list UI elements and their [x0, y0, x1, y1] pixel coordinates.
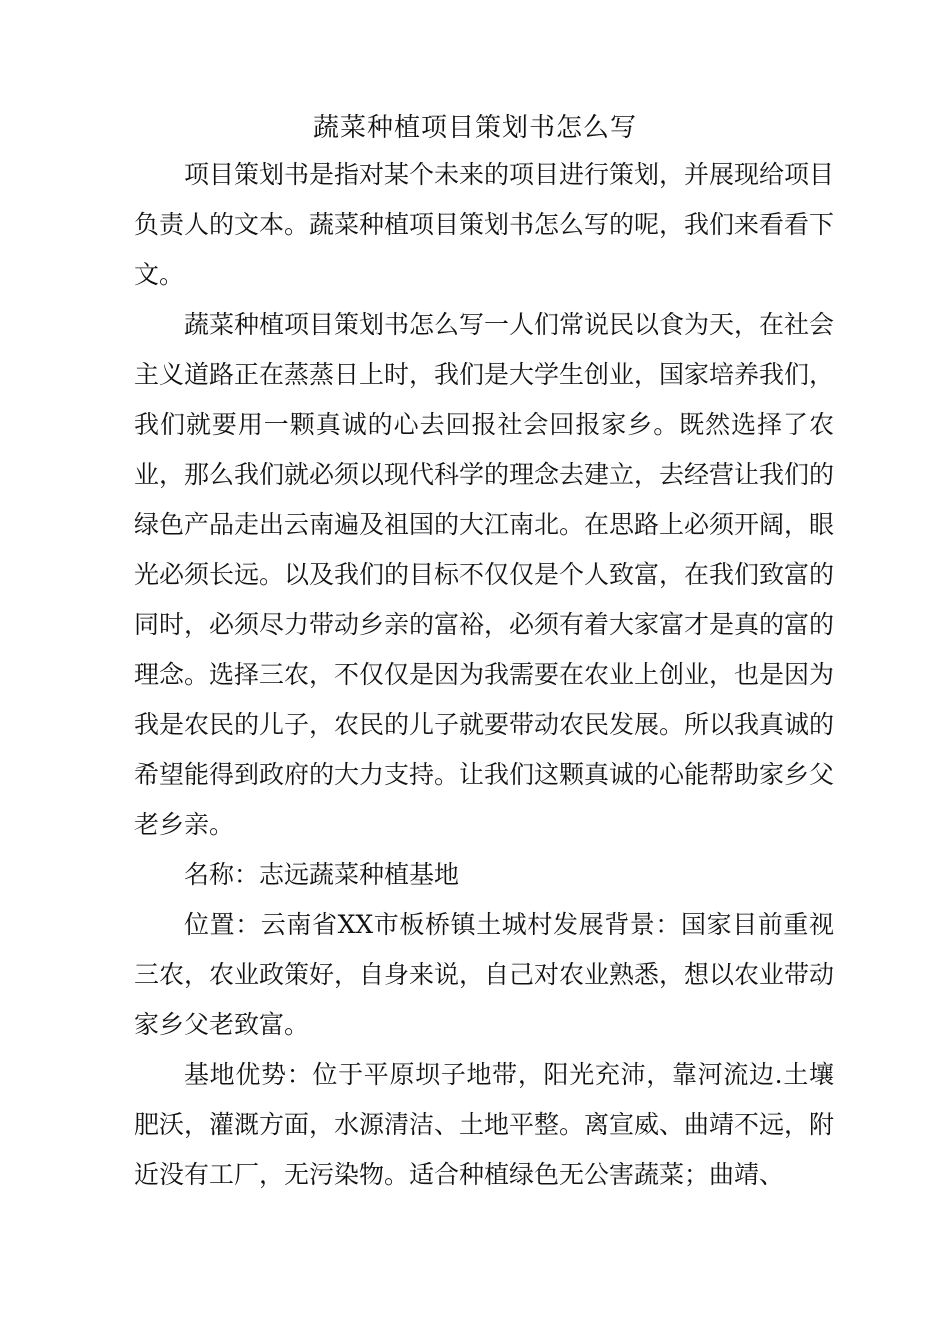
document-body: [134, 150, 834, 1200]
paragraph-location: 位置：云南省XX市板桥镇土城村发展背景：国家目前重视三农，农业政策好，自身来说，自己对农业熟悉，想以农业带动家乡父老致富。: [134, 910, 835, 1039]
paragraph-advantages: 基地优势：位于平原坝子地带，阳光充沛，靠河流边.土壤肥沃，灌溉方面，水源清洁、土地平整。离宣威、曲靖不远，附近没有工厂，无污染物。适合种植绿色无公害蔬菜；曲靖、: [134, 1060, 835, 1189]
paragraph-background: 蔬菜种植项目策划书怎么写一人们常说民以食为天，在社会主义道路正在蒸蒸日上时，我们是大学生创业，国家培养我们，我们就要用一颗真诚的心去回报社会回报家乡。既然选择了农业，那么我们就必须以现代科学的理念去建立，去经营让我们的绿色产品走出云南遍及祖国的大江南北。在思路上必须开阔，眼光必须长远。以及我们的目标不仅仅是个人致富，在我们致富的同时，必须尽力带动乡亲的富裕，必须有着大家富才是真的富的理念。选择三农，不仅仅是因为我需要在农业上创业，也是因为我是农民的儿子，农民的儿子就要带动农民发展。所以我真诚的希望能得到政府的大力支持。让我们这颗真诚的心能帮助家乡父老乡亲。: [134, 310, 835, 839]
paragraph-intro: 项目策划书是指对某个未来的项目进行策划，并展现给项目负责人的文本。蔬菜种植项目策划书怎么写的呢，我们来看看下文。: [134, 160, 835, 289]
document-title: 蔬菜种植项目策划书怎么写: [312, 113, 637, 143]
paragraph-name: 名称：志远蔬菜种植基地: [184, 860, 460, 889]
